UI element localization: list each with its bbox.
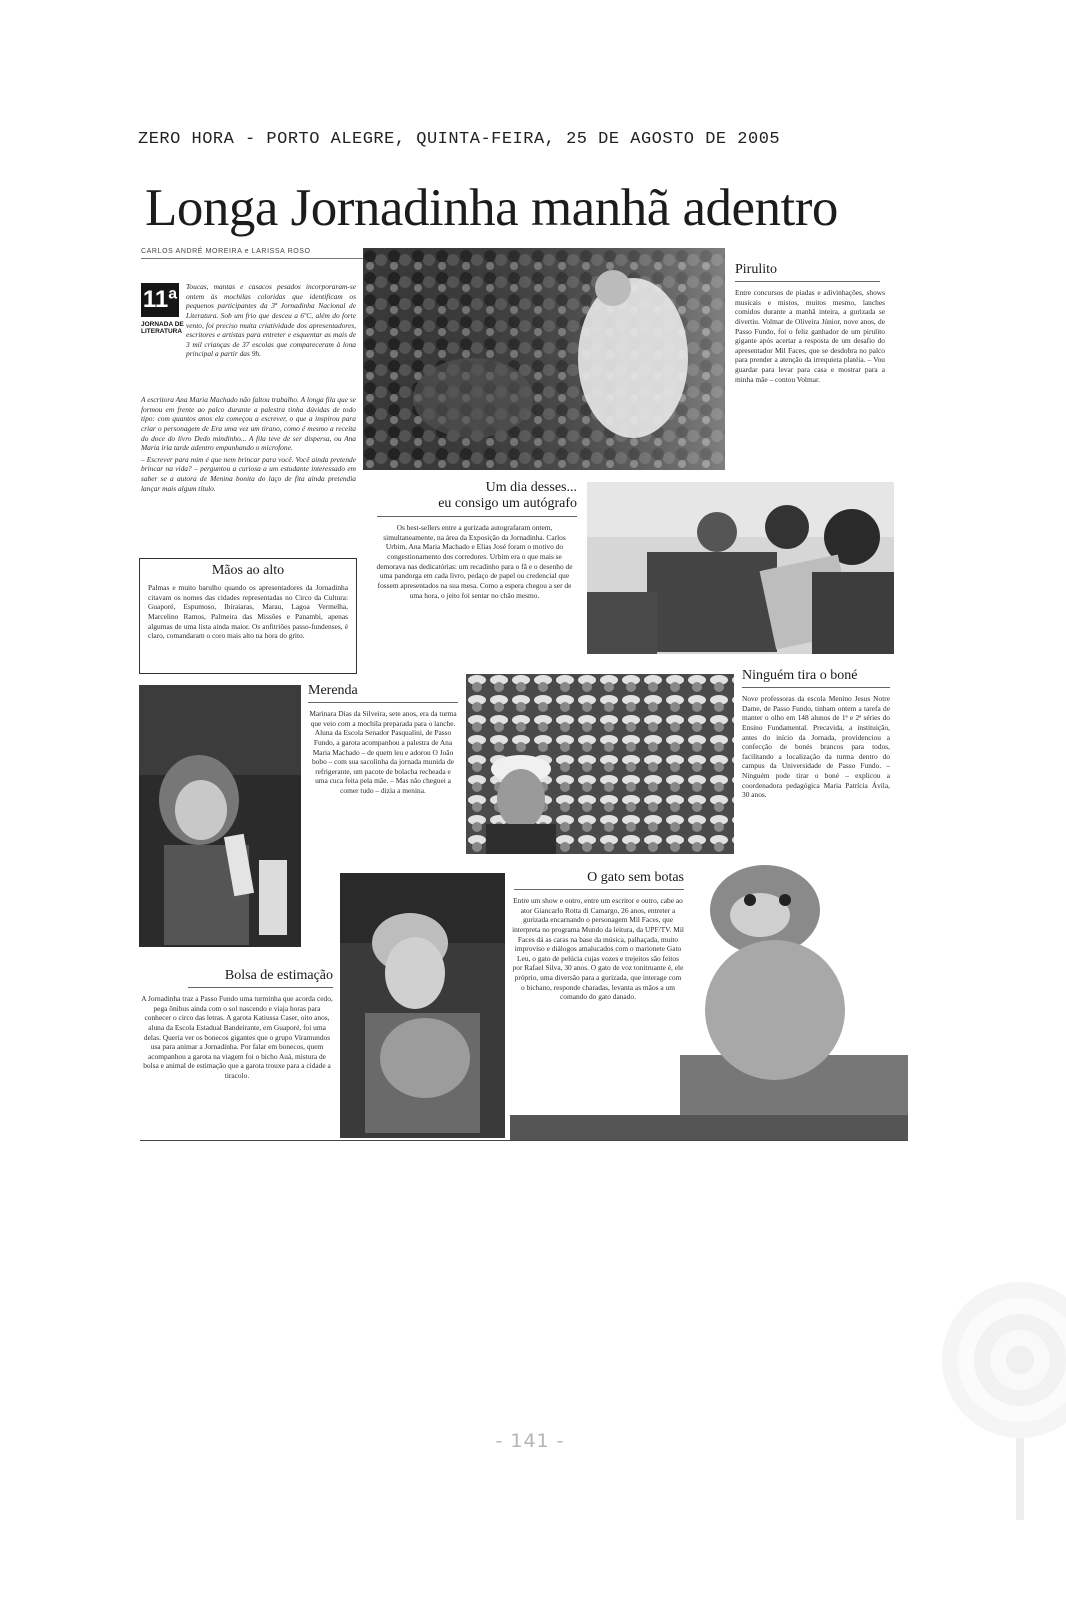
pirulito-section bbox=[735, 262, 885, 384]
merenda-rule bbox=[308, 702, 458, 703]
jornada-badge: 11ª bbox=[141, 283, 179, 317]
gato-rule bbox=[514, 889, 684, 890]
photo-girl-puppet bbox=[340, 873, 505, 1138]
intro-block-top bbox=[186, 282, 356, 359]
bone-text: Nove professoras da escola Menino Jesus Notre Dame, de Passo Fundo, tinham ontem a tarefa de manter o olho em 148 alunos de 1ª e 2ª séries do Ensino Fundamental. Precavida, a instituição, antes do início da Jornada, providenciou a confecção de bonés brancos para todos, facilitando a localização da turma dentro do campus da Universidade de Passo Fundo. – Ninguém pode tirar o boné – explicou a coordenadora pedagógica Maria Patrícia Ávila, 30 anos. bbox=[742, 694, 890, 800]
intro-paragraph-1: Toucas, mantas e casacos pesados incorporaram-se ontem às mochilas coloridas que identificam os pequenos participantes da 3ª Jornadinha Nacional de Literatura. Sob um frio que desceu a 6ºC, além do forte vento, foi preciso muita criatividade dos apresentadores, escritores e artistas para entreter e esquentar as mais de 3 mil crianças de 37 escolas que compareceram à lona principal a partir das 9h. bbox=[186, 282, 356, 359]
pirulito-text: Entre concursos de piadas e adivinhações, shows musicais e mistos, muitos mesmo, lanches comidos durante a manhã inteira, a gurizada se divertiu. Volmar de Oliveira Júnior, nove anos, de Passo Fundo, foi o feliz ganhador de um pirulito gigante após acertar a resposta de um desafio do apresentador Mil Faces, que se desdobra no palco para prender a atenção da irrequieta platéia. – Vou guardar para levar para casa e mostrar para a minha mãe – contou Volmar. bbox=[735, 288, 885, 384]
autografo-rule bbox=[377, 516, 577, 517]
merenda-section bbox=[308, 683, 458, 796]
photo-girl-snack bbox=[139, 685, 301, 947]
autografo-title-line2: eu consigo um autógrafo bbox=[438, 496, 577, 512]
gato-text: Entre um show e outro, entre um escritor e outro, cabe ao ator Giancarlo Rotta di Camargo, 26 anos, entreter a gurizada encarnando o personagem Mil Faces, que interpreta no programa Mundo da leitura, da UPF/TV. Mil Faces dá as caras na base da música, palhaçada, muito improviso e diálogos amalucados com o marionete Gato Leu, o gato de pelúcia cujas vozes e trejeitos são feitos por Rafael Silva, 30 anos. O gato de voz tonitruante é, ele próprio, uma diversão para a gurizada, que interage com o bichano, responde charadas, levanta as mãos a um comando do gato danado. bbox=[512, 896, 684, 1002]
intro-paragraph-2: A escritora Ana Maria Machado não faltou trabalho. A longa fila que se formou em frente ao palco durante a palestra tinha dúvidas de todo tipo: com quantos anos ela começou a escrever, o que a inspirou para criar o personagem de Era uma vez um tirano, como é mesmo a receita do doce do livro Dedo mindinho... A fila teve de ser dispersa, ou Ana Maria iria tarde adentro empunhando o microfone. bbox=[141, 395, 356, 453]
page-number: - 141 - bbox=[495, 1430, 565, 1452]
bolsa-section bbox=[141, 968, 333, 1081]
page-bottom-rule bbox=[140, 1140, 908, 1141]
bolsa-title: Bolsa de estimação bbox=[224, 968, 333, 983]
bone-title: Ninguém tira o boné bbox=[742, 668, 858, 683]
jornada-badge-label: JORNADA DE LITERATURA bbox=[141, 321, 184, 336]
gato-title: O gato sem botas bbox=[587, 870, 684, 885]
bolsa-rule bbox=[188, 987, 333, 988]
article-byline: CARLOS ANDRÉ MOREIRA e LARISSA ROSO bbox=[141, 248, 311, 255]
photo-kids-reading bbox=[587, 482, 894, 654]
autografo-title-line1: Um dia desses... bbox=[485, 480, 577, 495]
merenda-text: Marinara Dias da Silveira, sete anos, era da turma que veio com a mochila preparada para o lanche. Aluna da Escola Senador Pasqualini, de Passo Fundo, a garota acompanhou a palestra de Ana Maria Machado – de quem leu e adorou O João bobo – com sua sacolinha da jornada munida de refrigerante, um pacote de bolacha recheada e uma cuca feita pela mãe. – Mas não cheguei a comer tudo – dizia a menina. bbox=[309, 709, 457, 796]
maos-ao-alto-text: Palmas e muito barulho quando os apresentadores da Jornadinha citavam os nomes das cidades representadas no Circo da Cultura: Guaporé, Espumoso, Ibiraiaras, Marau, Lagoa Vermelha, Marcelino Ramos, Palmeira das Missões e Panambi, apenas algumas de uma lista ainda maior. Os anfitriões passo-fundenses, é claro, comandaram o coro mais alto na hora do grito. bbox=[148, 583, 348, 641]
maos-ao-alto-title: Mãos ao alto bbox=[211, 563, 285, 578]
pirulito-rule bbox=[735, 281, 880, 282]
bolsa-text: A Jornadinha traz a Passo Fundo uma turminha que acorda cedo, pega ônibus ainda com o sol nascendo e viaja horas para conhecer o circo das letras. A garota Katiussa Caser, oito anos, aluna da Escola Estadual Bandeirante, em Guaporé, foi uma delas. Queria ver os bonecos gigantes que o grupo Viramundos usa para animar a Jornadinha. Por falar em bonecos, quem acompanhou a garota na viagem foi o bicho Auá, mistura de bolsa e animal de estimação que a garota trouxe para a cidade a tiracolo. bbox=[141, 994, 333, 1081]
byline-rule bbox=[141, 258, 363, 259]
autografo-text: Os best-sellers entre a gurizada autografaram ontem, simultaneamente, na área da Exposição da Jornadinha. Carlos Urbim, Ana Maria Machado e Elias José foram o motivo do congestionamento dos corredores. Urbim era o que mais se demorava nas dedicatórias: um recadinho para o fã e o desenho de uma pandorga em cada livro, pedaço de papel ou credencial que fossem apresentados na sua mesa. Como a espera chegou a ser de uma hora, o jeito foi sentar no chão mesmo. bbox=[376, 523, 573, 600]
bone-rule bbox=[742, 687, 890, 688]
bone-section bbox=[742, 668, 890, 800]
maos-ao-alto-box bbox=[139, 558, 357, 674]
autografo-section bbox=[372, 480, 577, 600]
intro-block-bottom bbox=[141, 395, 356, 493]
photo-crowd-presenter bbox=[363, 248, 725, 470]
gato-section bbox=[512, 870, 684, 1002]
pirulito-title: Pirulito bbox=[735, 262, 778, 277]
intro-paragraph-3: – Escrever para mim é que nem brincar para você. Você ainda pretende brincar na vida? – perguntou a curiosa a um estudante interessado em saber se a autora de Menina bonita do laço de fita ainda pretendia lançar mais algum título. bbox=[141, 454, 356, 493]
lollipop-decoration bbox=[930, 1280, 1066, 1520]
merenda-title: Merenda bbox=[308, 683, 358, 698]
article-headline: Longa Jornadinha manhã adentro bbox=[145, 179, 838, 237]
newspaper-dateline: ZERO HORA - PORTO ALEGRE, QUINTA-FEIRA, 25 DE AGOSTO DE 2005 bbox=[138, 130, 781, 149]
photo-kids-caps bbox=[466, 674, 734, 854]
